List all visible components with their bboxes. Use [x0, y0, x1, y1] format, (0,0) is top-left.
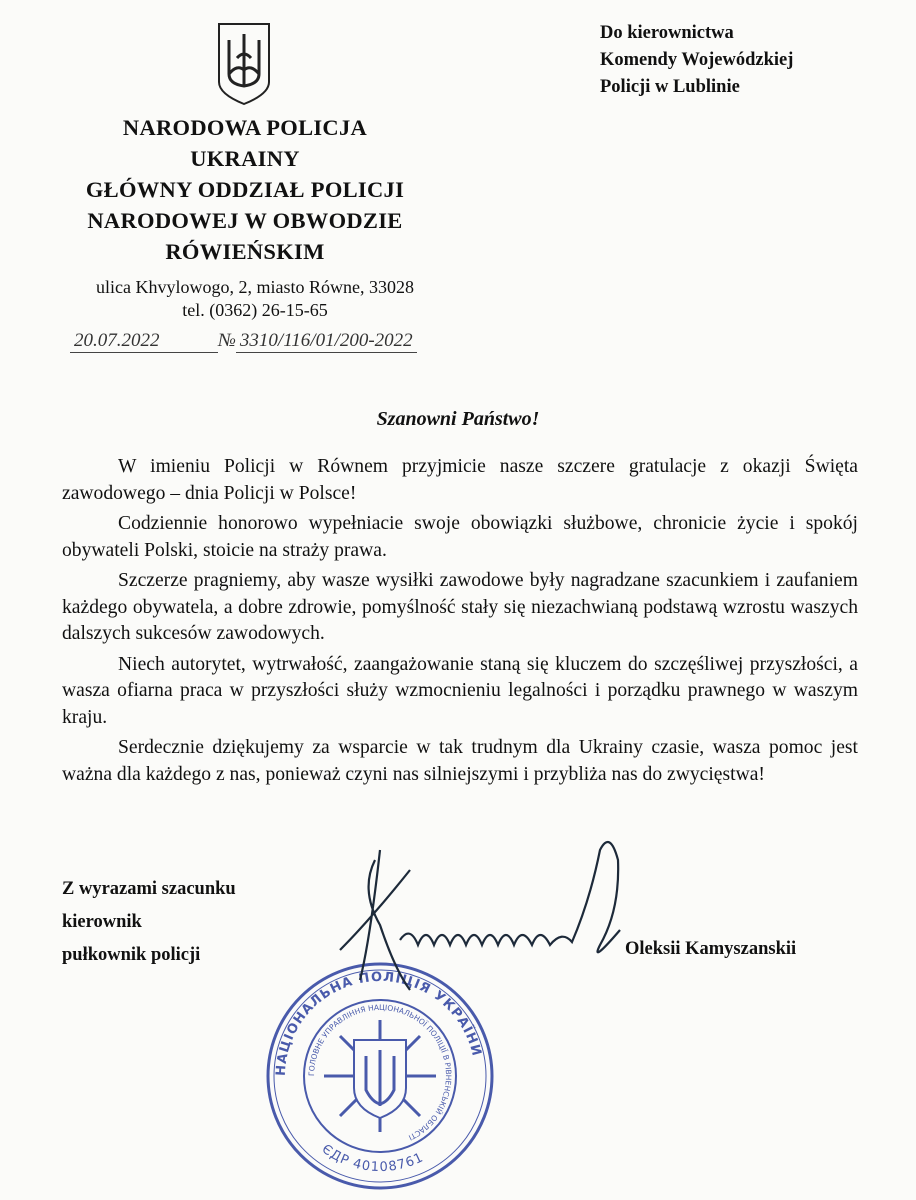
stamp-outer-text: НАЦІОНАЛЬНА ПОЛІЦІЯ УКРАЇНИ [273, 969, 484, 1077]
stamp-code: ЄДР 40108761 [318, 1141, 427, 1176]
number-prefix: № [218, 330, 236, 351]
paragraph: Codziennie honorowo wypełniacie swoje obowiązki służbowe, chronicie życie i spokój obywateli Polski, stoicie na straży prawa. [62, 513, 858, 561]
organization-name [45, 112, 445, 267]
address: ulica Khvylowogo, 2, miasto Równe, 33028 [96, 277, 414, 297]
address-block [45, 276, 465, 322]
org-line: NARODOWA POLICJA [122, 115, 368, 140]
closing-block [62, 873, 236, 972]
closing-line: Z wyrazami szacunku [62, 879, 236, 899]
recipient-line: Policji w Lublinie [600, 77, 740, 97]
recipient-block [600, 20, 793, 101]
org-line: RÓWIEŃSKIM [165, 239, 325, 264]
paragraph: Serdecznie dziękujemy za wsparcie w tak trudnym dla Ukrainy czasie, wasza pomoc jest ważna dla każdego z nas, ponieważ czyni nas silniejszymi i przybliża nas do zwycięstwa! [62, 737, 858, 785]
paragraph: Niech autorytet, wytrwałość, zaangażowanie staną się kluczem do szczęśliwej przyszłości, a wasza ofiarna praca w przyszłości służy wzmocnieniu legalności i porządku prawnego w waszym kraju. [62, 653, 858, 728]
recipient-line: Do kierownictwa [600, 23, 734, 43]
closing-line: kierownik [62, 912, 142, 932]
greeting: Szanowni Państwo! [376, 408, 540, 430]
recipient-line: Komendy Wojewódzkiej [600, 50, 794, 70]
closing-line: pułkownik policji [62, 945, 201, 965]
reference-line [70, 330, 417, 353]
stamp-inner-text: ГОЛОВНЕ УПРАВЛІННЯ НАЦІОНАЛЬНОЇ ПОЛІЦІЇ В РІВНЕНСЬКІЙ ОБЛАСТІ [306, 1002, 454, 1143]
org-line: GŁÓWNY ODDZIAŁ POLICJI [85, 177, 405, 202]
letter-date: 20.07.2022 [70, 330, 218, 353]
org-line: NARODOWEJ W OBWODZIE [87, 208, 403, 233]
paragraph: W imieniu Policji w Równem przyjmicie nasze szczere gratulacje z okazji Święta zawodowego – dnia Policji w Polsce! [62, 456, 858, 504]
trident-emblem-icon [215, 20, 273, 106]
paragraph: Szczerze pragniemy, aby wasze wysiłki zawodowe były nagradzane szacunkiem i zaufaniem każdego obywatela, a dobre zdrowie, pomyślność stały się niezachwianą podstawą wzrostu waszych dalszych sukcesów zawodowych. [62, 570, 858, 644]
letter-body [62, 454, 858, 792]
letter-number: 3310/116/01/200-2022 [236, 330, 417, 353]
handwritten-signature [300, 830, 720, 1000]
phone: tel. (0362) 26-15-65 [182, 300, 328, 320]
org-line: UKRAINY [190, 146, 300, 171]
signatory-name: Oleksii Kamyszanskii [625, 939, 797, 959]
